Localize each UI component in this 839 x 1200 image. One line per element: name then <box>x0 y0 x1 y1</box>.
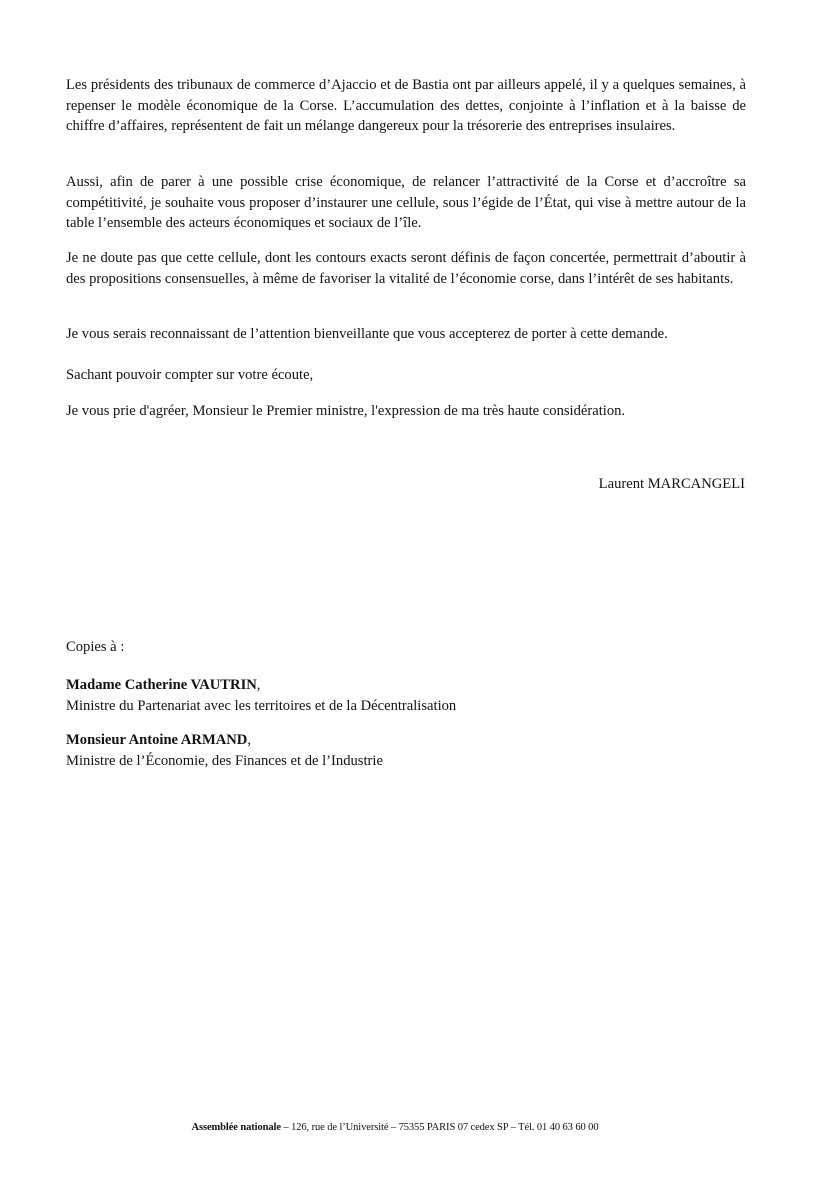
recipient-name-line <box>66 675 746 696</box>
recipient-name-line <box>66 730 746 751</box>
recipient-name: Madame Catherine VAUTRIN <box>66 677 257 693</box>
paragraph-cell-proposal: Aussi, afin de parer à une possible crise économique, de relancer l’attractivité de la Corse et d’accroître sa compétitivité, je souhaite vous proposer d’instaurer une cellule, sous l’égide de l’État, qui vise à mettre autour de la table l’ensemble des acteurs économiques et sociaux de l’île. <box>66 174 746 232</box>
footer-address: – 126, rue de l’Université – 75355 PARIS 07 cedex SP – Tél. 01 40 63 60 00 <box>280 1122 599 1133</box>
copies-label: Copies à : <box>66 639 125 655</box>
recipient-name-suffix: , <box>247 732 252 748</box>
recipient-name-suffix: , <box>256 677 261 693</box>
paragraph-consensus: Je ne doute pas que cette cellule, dont les contours exacts seront définis de façon concertée, permettrait d’aboutir à des propositions consensuelles, à même de favoriser la vitalité de l’économie corse, dans l’intérêt de ses habitants. <box>66 250 746 287</box>
paragraph-gratitude: Je vous serais reconnaissant de l’attention bienveillante que vous accepterez de porter à cette demande. <box>66 326 668 342</box>
paragraph-closing-formula: Je vous prie d'agréer, Monsieur le Premier ministre, l'expression de ma très haute considération. <box>66 403 626 419</box>
paragraph-listening: Sachant pouvoir compter sur votre écoute, <box>66 367 314 383</box>
copy-recipient <box>66 730 746 771</box>
recipient-title: Ministre de l’Économie, des Finances et de l’Industrie <box>66 752 383 769</box>
paragraph-commerce-courts: Les présidents des tribunaux de commerce d’Ajaccio et de Bastia ont par ailleurs appelé, il y a quelques semaines, à repenser le modèle économique de la Corse. L’accumulation des dettes, conjointe à l’inflation et à la baisse de chiffre d’affaires, représentent de fait un mélange dangereux pour la trésorerie des entreprises insulaires. <box>66 77 746 135</box>
footer-institution: Assemblée nationale <box>191 1122 281 1133</box>
recipient-name: Monsieur Antoine ARMAND <box>66 732 248 748</box>
recipient-title: Ministre du Partenariat avec les territoires et de la Décentralisation <box>66 697 457 714</box>
signature-name: Laurent MARCANGELI <box>598 476 745 492</box>
page-footer <box>0 1121 790 1135</box>
copy-recipient <box>66 675 746 716</box>
